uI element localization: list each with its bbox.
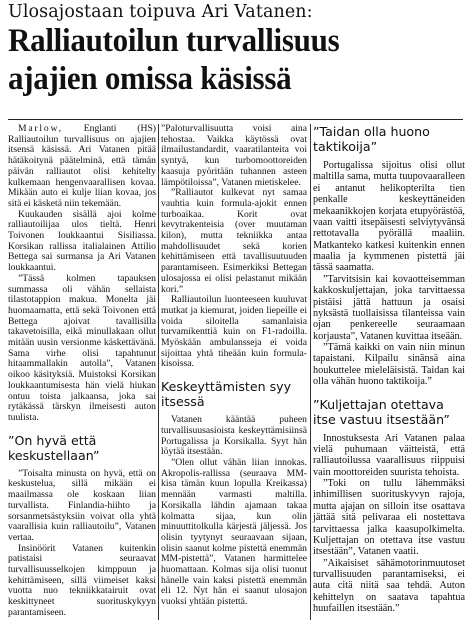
paragraph: Innostuksesta Ari Vatanen palaa vielä puhumaan väitteistä, että ralliautoilussa vaarallisuus riippuisi vain moottoreiden suurista tehoista. bbox=[313, 432, 465, 478]
paragraph: ”Ralliautot kulkevat nyt samaa vauhtia kuin formula-ajokit ennen turboaikaa. Korit ovat kevytrakenteisia (over muutaman kilon), mutta tekniikka antaa mahdollisuudet sekä korien kehittämiseen että tavallisuutuuden parantamiseen. Esimerkiksi Bettegan ulosajossa ei olisi pelastanut mikään kori.” bbox=[161, 187, 307, 295]
paragraph: ”Tarvitsisin kai kovaotteisemman kakkoskuljettajan, joka tarvittaessa pistäisi jättä hattuun ja osaisi nyksästä tuollaisissa tilanteissa vain ojan penkereelle seuraamaan korjausta”, Vatanen kuvittaa itseään. bbox=[313, 273, 465, 342]
paragraph: Ralliautoilun luonteeseen kuuluvat mutkat ja kiemurat, joiden liepeille ei voida siloitella samanlaisia turvamikenttiä kuin on F1-radoilla. Myöskään ambulansseja ei voida sijoittaa yhtä tiheään kuin formula-kisoissa. bbox=[161, 294, 307, 370]
paragraph: ”Toisalta minusta on hyvä, että on keskustelua, sillä mikään ei maailmassa ole koskaan liian turvallista. Finlandia-hiihto ja sorsanmetsästyksiin voivat olla yhtä vaarallisia kuin ralliautoilu”, Vatanen vertaa. bbox=[8, 467, 156, 543]
column-divider bbox=[158, 124, 159, 620]
column-2 bbox=[161, 124, 307, 608]
headline-line-1: Ralliautoilun turvallisuus bbox=[8, 23, 340, 59]
article-headline bbox=[8, 22, 439, 98]
subheading: ”On hyvä että keskustellaan” bbox=[8, 432, 100, 463]
column-divider bbox=[310, 124, 311, 620]
subheading: ”Taidan olla huono taktikoija” bbox=[313, 124, 430, 154]
paragraph: Portugalissa sijoitus olisi ollut maltilla sama, mutta tuupovaaralleen ei antanut helikopterilta tien penkalle keskeyttäneiden mekaanikkojen korjata etupyörästöä, vaan vaitti itsepäisesti selviytyvänsä rettotavalla pyörällä maaliin. Matkanteko katkesi kuitenkin ennen maalia ja kymmenen pistettä jäi tässä saamatta. bbox=[313, 160, 465, 274]
paragraph: ”Tässä kolmen tapauksen summassa oli vähän sellaista tilastotappion makua. Monelta jäi huomaamatta, että sekä Toivonen että Bettega ajoivat tavallisilla takavetoisilla, eikä minullakaan ollut mitään uusin versionme käskettävänä. Sama virhe olisi tapahtunut hitaammallakin autolla”, Vatanen oikoo käsityksiä. Muistoksi Korsikan loukkaantumisesta hän vielä hiukan ontuu toista jalkaansa, joka sai rytäkässä tärskyn ilmeisesti auton tuulista. bbox=[8, 272, 156, 423]
paragraph: Vatanen kääntää puheen turvallisuusasioista keskeyttämisiinsä Portugalissa ja Korsikalla. Syyt hän löytää itsestään. bbox=[161, 414, 307, 458]
dateline-city: Marlow, bbox=[18, 123, 63, 134]
paragraph: ”Tämä kaikki on vain niin minun tapaistani. Kilpailu sinänsä aina houkuttelee mieleläisistä. Taidan kai olla vähän huono taktikoija.” bbox=[313, 342, 465, 388]
subheading: Keskeyttämisten syy itsessä bbox=[161, 379, 292, 410]
headline-rule bbox=[8, 119, 463, 120]
subheading: ”Kuljettajan otettava itse vastuu itsestään” bbox=[313, 396, 450, 427]
paragraph: ”Paloturvallisuutta voisi aina tehostaa. Vaikka käytössä ovat ilmailustandardit, vaaratilanteita voi syntyä, kun turbomoottoreiden kaasuja pyöritään tuhannen asteen lämpötiloissa”, Vatanen mietiskelee. bbox=[161, 123, 307, 188]
paragraph: Kuukauden sisällä ajoi kolme ralliautoilijaa ulos tieltä. Henri Toivonen loukkaantui Sisiliassa. Korsikan rallissa italialainen Attilio Bettega sai surmansa ja Ari Vatanen loukkaantui. bbox=[8, 208, 156, 274]
lead-paragraph bbox=[8, 124, 156, 210]
paragraph: ”Toki on tullu lähemmäksi inhimillisen suorituskyvyn rajoja, mutta ajajan on silloin itse osattava jättää sitä pelivaraa eli nostettava tarvittaessa jalka kaasupolkimelta. Kuljettajan on otettava itse vastuu itsestään”, Vatanen vaatii. bbox=[313, 478, 465, 558]
paragraph: ”Olen ollut vähän liian innokas. Akropolis-rallissa (seuraava MM-kisa tämän kuun lopulla Kreikassa) mennään varmasti maltilla. Korsikalla lähdin ajamaan takaa kolmatta sijaa, kun olin minuuttitolkulla kärjestä jäljessä. Jos olisin tyytynyt seuraavaan sijaan, olisin saanut kolme pistettä enemmän MM-pistettä”, Vatanen harmittelee huomattaan. Kolmas sija olisi tuonut hänelle vain kaksi pistettä enemmän eli 12. Nyt hän ei saanut ulosajon vuoksi yhtään pistettä. bbox=[161, 456, 307, 608]
lead-text: Englanti (HS) Ralliautoilun turvallisuus on ajajien itsensä käsissä. Ari Vatanen pitää hätäkoitynä päätelminä, että tämän päivän ralliautot olisi kehitelty kulkemaan hengenvaarallisen kovaa. Mikään auto ei kulje liian kovaa, jos sitä ei käsketä niin tekemään. bbox=[8, 123, 156, 209]
paragraph: Insinöörit Vatanen kuitenkin patistaisi seuraavat turvallisuusselkojen kimppuun ja kehittämiseen, sillä viimeiset kaksi vuotta nuo tekniikkatairuit ovat keskittyneet suorituskykyyn parantamiseen. bbox=[8, 542, 156, 618]
paragraph: ”Aikaisiset sähämotorinmuutoset turvallisuuden parantamiseksi, ei auta citä niitä saa tehdä. Auton kehittelyn on saatava tapahtua huufaillen itsestään.” bbox=[313, 557, 465, 615]
column-1 bbox=[8, 124, 156, 619]
column-3 bbox=[313, 124, 465, 615]
headline-line-2: ajajien omissa käsissä bbox=[8, 61, 292, 97]
article-kicker: Ulosajostaan toipuva Ari Vatanen: bbox=[8, 2, 313, 22]
